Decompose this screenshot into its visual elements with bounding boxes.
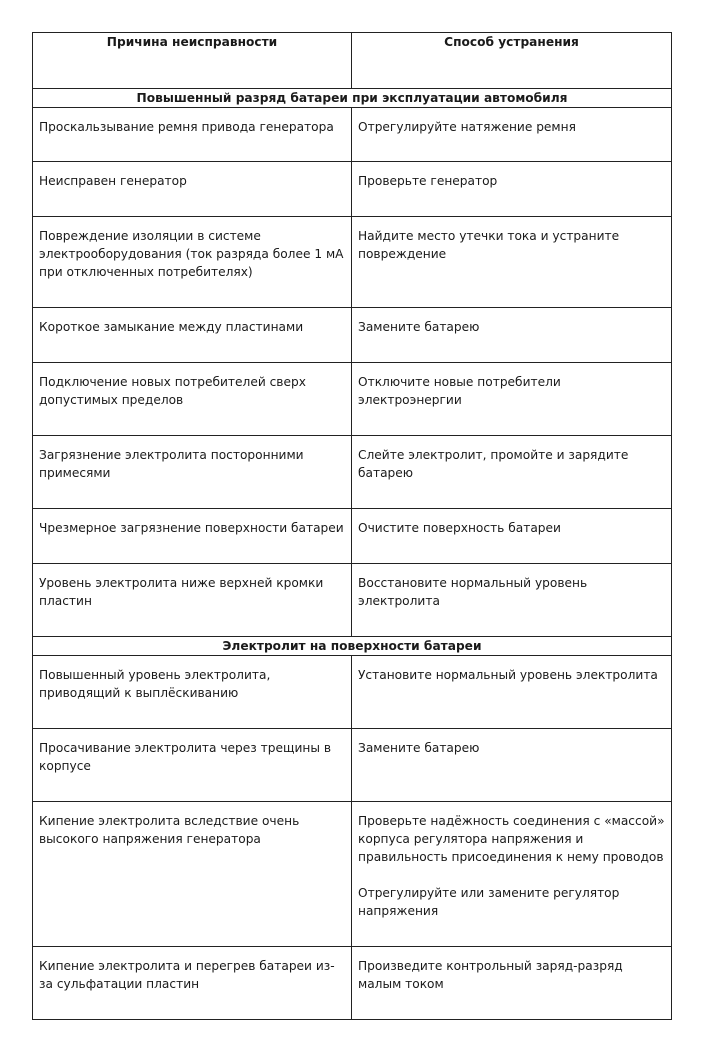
remedy-cell bbox=[352, 217, 672, 308]
remedy-text: Отключите новые потребители электроэнергии bbox=[358, 375, 561, 407]
section-title: Повышенный разряд батареи при эксплуатации автомобиля bbox=[33, 89, 672, 108]
cause-cell bbox=[33, 802, 352, 947]
remedy-text: Восстановите нормальный уровень электролита bbox=[358, 576, 588, 608]
cause-text: Повышенный уровень электролита, приводящий к выплёскиванию bbox=[39, 668, 271, 700]
cause-cell bbox=[33, 436, 352, 509]
cause-cell bbox=[33, 363, 352, 436]
remedy-cell bbox=[352, 656, 672, 729]
cause-text: Уровень электролита ниже верхней кромки пластин bbox=[39, 576, 324, 608]
remedy-text: Установите нормальный уровень электролита bbox=[358, 668, 658, 682]
remedy-text: Слейте электролит, промойте и зарядите батарею bbox=[358, 448, 629, 480]
table-row bbox=[33, 436, 672, 509]
table-row bbox=[33, 217, 672, 308]
table-header-row bbox=[33, 33, 672, 89]
table-row bbox=[33, 108, 672, 162]
header-remedy: Способ устранения bbox=[352, 33, 672, 89]
remedy-text: Найдите место утечки тока и устраните повреждение bbox=[358, 229, 620, 261]
cause-cell bbox=[33, 564, 352, 637]
remedy-text: Замените батарею bbox=[358, 741, 480, 755]
remedy-cell bbox=[352, 947, 672, 1020]
remedy-text: Проверьте надёжность соединения с «массой» корпуса регулятора напряжения и правильность присоединения к нему проводов bbox=[358, 814, 665, 864]
cause-cell bbox=[33, 947, 352, 1020]
cause-text: Чрезмерное загрязнение поверхности батареи bbox=[39, 521, 344, 535]
cause-text: Неисправен генератор bbox=[39, 174, 187, 188]
cause-text: Повреждение изоляции в системе электрооборудования (ток разряда более 1 мА при отключенных потребителях) bbox=[39, 229, 344, 279]
table-row bbox=[33, 308, 672, 363]
section-title: Электролит на поверхности батареи bbox=[33, 637, 672, 656]
table-row bbox=[33, 802, 672, 947]
cause-text: Просачивание электролита через трещины в корпусе bbox=[39, 741, 332, 773]
remedy-text: Отрегулируйте или замените регулятор напряжения bbox=[358, 886, 620, 918]
remedy-text: Замените батарею bbox=[358, 320, 480, 334]
table-row bbox=[33, 509, 672, 564]
remedy-text: Проверьте генератор bbox=[358, 174, 498, 188]
remedy-cell bbox=[352, 509, 672, 564]
cause-text: Кипение электролита и перегрев батареи из-за сульфатации пластин bbox=[39, 959, 335, 991]
table-row bbox=[33, 656, 672, 729]
remedy-text: Отрегулируйте натяжение ремня bbox=[358, 120, 576, 134]
section-row bbox=[33, 637, 672, 656]
section-row bbox=[33, 89, 672, 108]
remedy-cell bbox=[352, 436, 672, 509]
cause-cell bbox=[33, 108, 352, 162]
cause-cell bbox=[33, 656, 352, 729]
cause-text: Подключение новых потребителей сверх допустимых пределов bbox=[39, 375, 306, 407]
remedy-cell bbox=[352, 162, 672, 217]
remedy-cell bbox=[352, 308, 672, 363]
table-row bbox=[33, 162, 672, 217]
remedy-cell bbox=[352, 363, 672, 436]
remedy-text: Произведите контрольный заряд-разряд малым током bbox=[358, 959, 623, 991]
table-row bbox=[33, 363, 672, 436]
cause-text: Кипение электролита вследствие очень высокого напряжения генератора bbox=[39, 814, 300, 846]
remedy-cell bbox=[352, 108, 672, 162]
table-row bbox=[33, 564, 672, 637]
table-row bbox=[33, 947, 672, 1020]
remedy-text: Очистите поверхность батареи bbox=[358, 521, 561, 535]
table-row bbox=[33, 729, 672, 802]
cause-cell bbox=[33, 308, 352, 363]
troubleshooting-table bbox=[32, 32, 672, 1020]
cause-cell bbox=[33, 162, 352, 217]
cause-text: Проскальзывание ремня привода генератора bbox=[39, 120, 334, 134]
remedy-cell bbox=[352, 802, 672, 947]
cause-cell bbox=[33, 217, 352, 308]
cause-text: Короткое замыкание между пластинами bbox=[39, 320, 304, 334]
remedy-cell bbox=[352, 729, 672, 802]
remedy-cell bbox=[352, 564, 672, 637]
cause-text: Загрязнение электролита посторонними примесями bbox=[39, 448, 304, 480]
header-cause: Причина неисправности bbox=[33, 33, 352, 89]
cause-cell bbox=[33, 509, 352, 564]
cause-cell bbox=[33, 729, 352, 802]
